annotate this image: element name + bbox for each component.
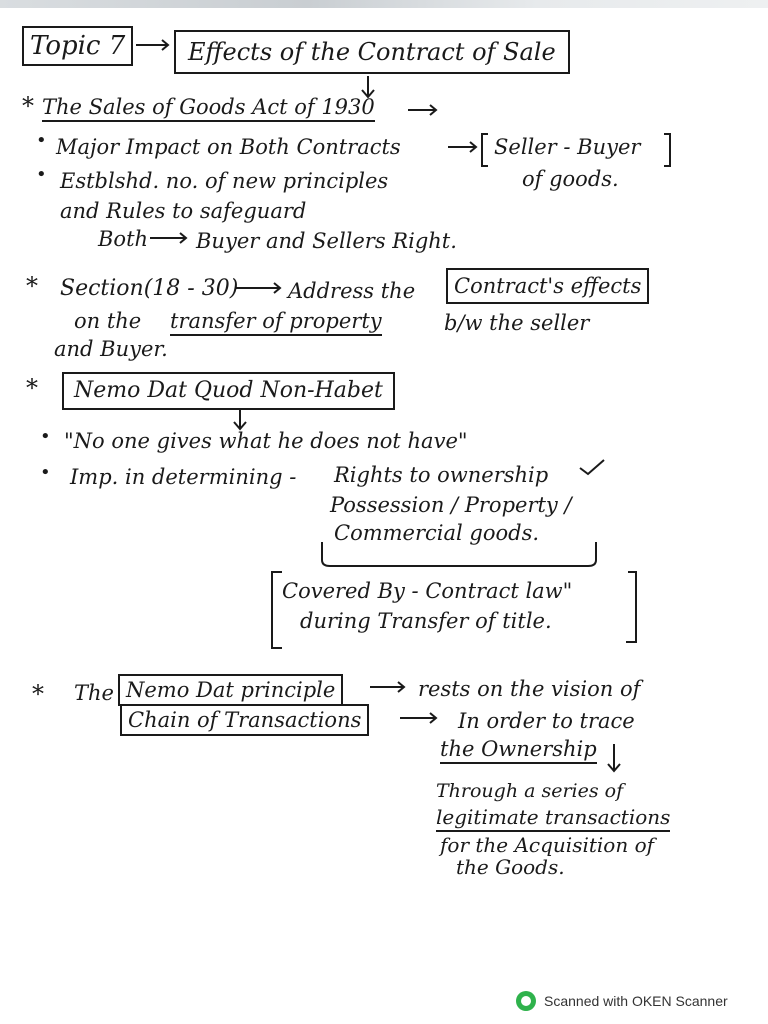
section1-bullet2-line3: Buyer and Sellers Right. xyxy=(196,229,457,253)
bullet: • xyxy=(36,164,47,185)
section4-line4: the Goods. xyxy=(456,855,565,879)
section2-line3: and Buyer. xyxy=(54,337,168,361)
section2-line2-a: on the xyxy=(74,309,142,333)
section1-bullet1-text: Major Impact on Both Contracts xyxy=(56,135,401,159)
bullet: • xyxy=(36,130,47,151)
section3-item-possession: Possession / Property / xyxy=(330,493,572,517)
section4-text2: In order to trace xyxy=(458,709,635,733)
section2-line2-b: transfer of property xyxy=(170,308,382,336)
section3-item-ownership: Rights to ownership xyxy=(334,463,549,487)
page-edge-shadow xyxy=(0,0,768,8)
section1-bullet2-line1: Estblshd. no. of new principles xyxy=(60,169,389,193)
seller-buyer-bracket: Seller - Buyer xyxy=(494,135,641,159)
section2-box: Contract's effects xyxy=(446,268,649,304)
topic-label: Topic 7 xyxy=(22,26,133,66)
covered-line1: Covered By - Contract law" xyxy=(282,579,573,603)
section4-line2: legitimate transactions xyxy=(436,804,670,832)
section2-text: Address the xyxy=(288,279,416,303)
covered-line2: during Transfer of title. xyxy=(300,609,552,633)
star-bullet: * xyxy=(26,374,38,402)
section4-text1: rests on the vision of xyxy=(418,677,641,701)
bullet: • xyxy=(40,426,51,447)
section4-lead: The xyxy=(74,681,114,705)
bullet: • xyxy=(40,462,51,483)
section3-item-commercial: Commercial goods. xyxy=(334,521,540,545)
section4-line3: for the Acquisition of xyxy=(440,833,655,857)
section3-quote: "No one gives what he does not have" xyxy=(64,429,468,453)
section3-bullet2-lead: Imp. in determining - xyxy=(70,465,297,489)
section2-line2-c: b/w the seller xyxy=(444,311,590,335)
section2-lead: Section(18 - 30) xyxy=(60,276,239,301)
section4-line1: Through a series of xyxy=(436,780,624,802)
nemo-dat-principle-box: Nemo Dat principle xyxy=(118,674,343,706)
seller-buyer-sub: of goods. xyxy=(522,167,619,191)
star-bullet: * xyxy=(22,92,34,120)
star-bullet: * xyxy=(32,680,44,708)
oken-scanner-icon xyxy=(516,991,536,1011)
section4-ownership: the Ownership xyxy=(440,736,597,764)
watermark-text: Scanned with OKEN Scanner xyxy=(544,993,728,1009)
topic-title: Effects of the Contract of Sale xyxy=(174,30,570,74)
section1-heading: The Sales of Goods Act of 1930 xyxy=(42,94,375,122)
section1-bullet2-line2: and Rules to safeguard xyxy=(60,199,307,223)
star-bullet: * xyxy=(26,272,38,300)
section1-bullet2-both: Both xyxy=(98,227,149,251)
chain-of-transactions-box: Chain of Transactions xyxy=(120,704,369,736)
nemo-dat-box: Nemo Dat Quod Non-Habet xyxy=(62,372,395,410)
scanner-watermark xyxy=(516,990,728,1012)
